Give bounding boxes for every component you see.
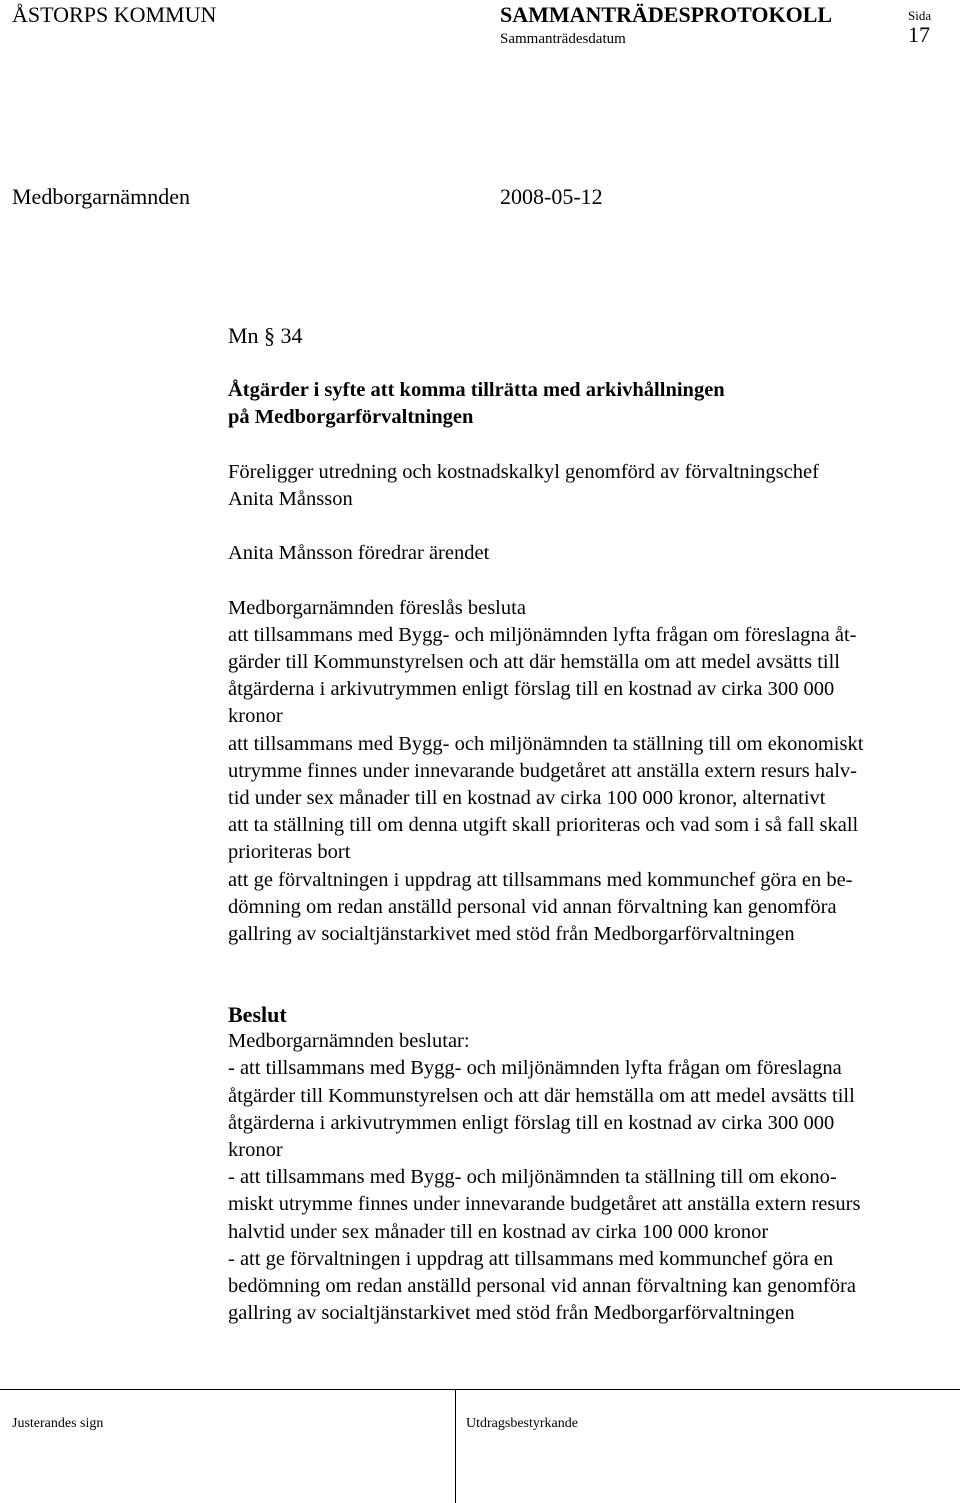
page-label: Sida <box>908 8 932 23</box>
proposal-line: att tillsammans med Bygg- och miljönämnden ta ställning till om ekonomiskt <box>228 732 864 755</box>
decision-line: kronor <box>228 1138 283 1161</box>
case-title-line: Åtgärder i syfte att komma tillrätta med arkivhållningen <box>228 379 725 402</box>
decision-line: gallring av socialtjänstarkivet med stöd från Medborgarförvaltningen <box>228 1302 795 1325</box>
decision-line: åtgärder till Kommunstyrelsen och att där hemställa om att medel avsätts till <box>228 1084 855 1107</box>
footer-divider <box>0 1389 960 1390</box>
proposal-line: dömning om redan anställd personal vid annan förvaltning kan genomföra <box>228 895 837 918</box>
decision-line: åtgärderna i arkivutrymmen enligt förslag till en kostnad av cirka 300 000 <box>228 1111 835 1134</box>
case-body <box>228 322 944 948</box>
footer-column-divider <box>455 1389 456 1503</box>
document-type-title: SAMMANTRÄDESPROTOKOLL <box>500 2 833 27</box>
decision-line: miskt utrymme finnes under innevarande budgetåret att anställa extern resurs <box>228 1193 861 1216</box>
spacer <box>228 363 944 377</box>
proposal-line: att tillsammans med Bygg- och miljönämnden lyfta frågan om föreslagna åt- <box>228 623 857 646</box>
committee-name: Medborgarnämnden <box>12 184 190 209</box>
spacer <box>228 568 944 595</box>
background-line: Föreligger utredning och kostnadskalkyl genomförd av förvaltningschef <box>228 460 819 483</box>
meeting-date-label: Sammanträdesdatum <box>500 31 626 47</box>
spacer <box>228 513 944 540</box>
meeting-date: 2008-05-12 <box>500 184 603 209</box>
decision-line: - att tillsammans med Bygg- och miljönämnden lyfta frågan om föreslagna <box>228 1057 842 1080</box>
proposal-line: åtgärderna i arkivutrymmen enligt förslag till en kostnad av cirka 300 000 <box>228 678 835 701</box>
organization-name: ÅSTORPS KOMMUN <box>12 2 217 27</box>
background-line: Anita Månsson <box>228 487 353 510</box>
proposal-line: prioriteras bort <box>228 841 351 864</box>
decision-line: - att ge förvaltningen i uppdrag att tillsammans med kommunchef göra en <box>228 1247 834 1270</box>
proposal-line: tid under sex månader till en kostnad av cirka 100 000 kronor, alternativt <box>228 787 826 809</box>
signature-label: Justerandes sign <box>12 1416 104 1431</box>
proposal-line: kronor <box>228 705 283 728</box>
proposal-line: Medborgarnämnden föreslås besluta <box>228 596 526 619</box>
proposal-line: gärder till Kommunstyrelsen och att där hemställa om att medel avsätts till <box>228 651 840 674</box>
page-number: 17 <box>908 22 930 47</box>
proposal-line: gallring av socialtjänstarkivet med stöd från Medborgarförvaltningen <box>228 922 795 945</box>
proposal-line: utrymme finnes under innevarande budgetåret att anställa extern resurs halv- <box>228 759 857 782</box>
decision-line: halvtid under sex månader till en kostnad av cirka 100 000 kronor <box>228 1220 769 1243</box>
extract-certification-label: Utdragsbestyrkande <box>466 1416 578 1431</box>
proposal-line: att ge förvaltningen i uppdrag att tillsammans med kommunchef göra en be- <box>228 868 853 891</box>
spacer <box>228 349 944 363</box>
decision-line: bedömning om redan anställd personal vid annan förvaltning kan genomföra <box>228 1274 856 1297</box>
presenter-line: Anita Månsson föredrar ärendet <box>228 542 490 565</box>
case-title-line: på Medborgarförvaltningen <box>228 406 474 429</box>
case-number: Mn § 34 <box>228 323 303 348</box>
proposal-line: att ta ställning till om denna utgift skall prioriteras och vad som i så fall skall <box>228 814 859 837</box>
decision-heading: Beslut <box>228 1002 287 1027</box>
decision-line: Medborgarnämnden beslutar: <box>228 1030 470 1053</box>
decision-line: - att tillsammans med Bygg- och miljönämnden ta ställning till om ekono- <box>228 1166 837 1189</box>
decision-section <box>228 1001 944 1327</box>
spacer <box>228 432 944 459</box>
